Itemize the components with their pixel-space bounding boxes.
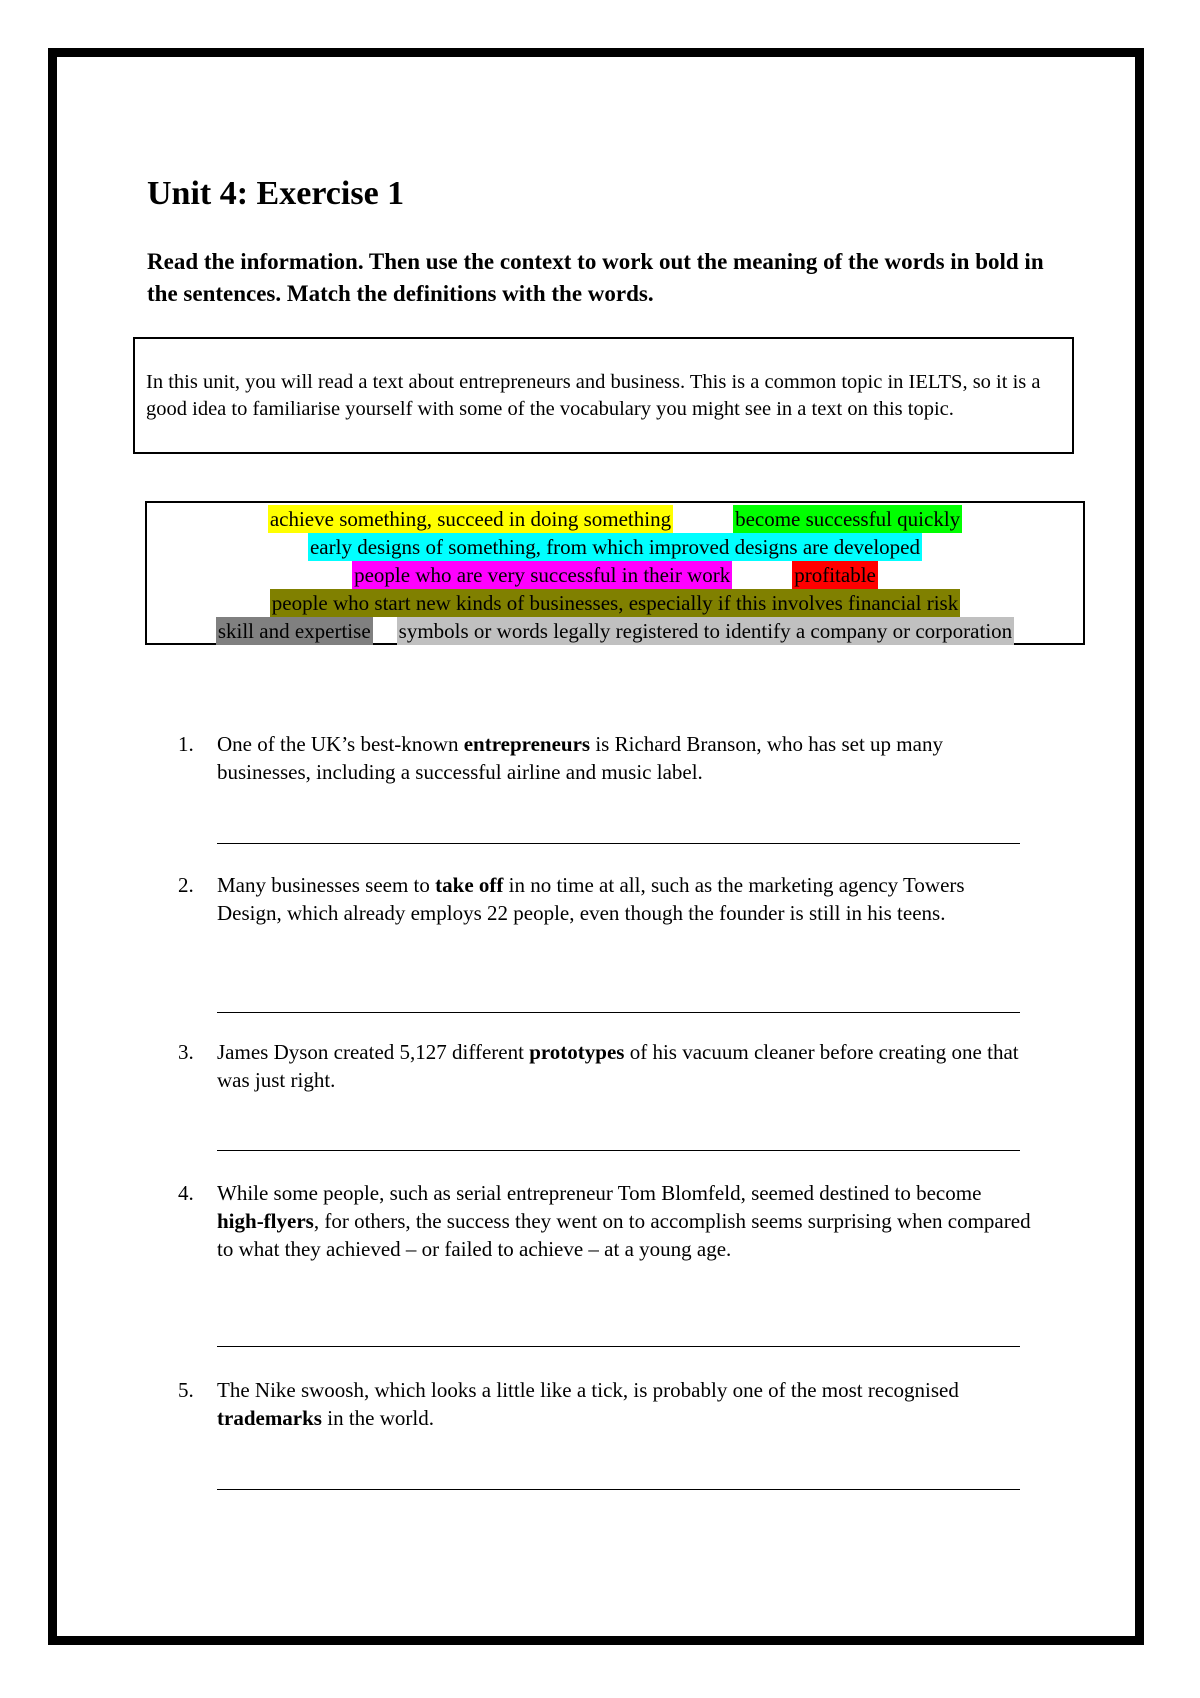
key-word: entrepreneurs [463, 732, 591, 756]
definition-high-flyers: people who are very successful in their work [354, 563, 731, 587]
definition-row [147, 561, 1083, 589]
definition-trademarks: symbols or words legally registered to identify a company or corporation [398, 619, 1013, 643]
key-word: take off [435, 873, 504, 897]
definition-row [147, 505, 1083, 533]
definition-prototypes: early designs of something, from which improved designs are developed [309, 535, 920, 559]
definition-row [147, 533, 1083, 561]
answer-line[interactable] [217, 843, 1020, 844]
key-word: prototypes [529, 1040, 625, 1064]
definition-row [147, 589, 1083, 617]
question-number: 3. [178, 1040, 194, 1064]
answer-line[interactable] [217, 1150, 1020, 1151]
instructions: Read the information. Then use the context to work out the meaning of the words in bold in the sentences. Match the definitions with the words. [147, 249, 1044, 306]
key-word: trademarks [217, 1406, 322, 1430]
question-number: 1. [178, 732, 194, 756]
info-text: In this unit, you will read a text about entrepreneurs and business. This is a common topic in IELTS, so it is a good idea to familiarise yourself with some of the vocabulary you might see in a text on this topic. [146, 371, 1041, 420]
question-text: One of the UK’s best-known entrepreneurs is Richard Branson, who has set up many businesses, including a successful airline and music label. [217, 732, 943, 784]
definition-achieve: achieve something, succeed in doing something [269, 507, 672, 531]
question-text: While some people, such as serial entrepreneur Tom Blomfeld, seemed destined to become high-flyers, for others, the success they went on to accomplish seems surprising when compared to what they achieved – or failed to achieve – at a young age. [217, 1181, 1031, 1261]
question-number: 4. [178, 1181, 194, 1205]
definition-entrepreneurs: people who start new kinds of businesses, especially if this involves financial risk [271, 591, 959, 615]
definition-take-off: become successful quickly [735, 507, 961, 531]
definition-row [147, 617, 1083, 645]
question-number: 2. [178, 873, 194, 897]
key-word: high-flyers [217, 1209, 314, 1233]
answer-line[interactable] [217, 1012, 1020, 1013]
question-text: The Nike swoosh, which looks a little like a tick, is probably one of the most recognised trademarks in the world. [217, 1378, 959, 1430]
definition-profitable: profitable [794, 563, 876, 587]
definition-know-how: skill and expertise [217, 619, 371, 643]
answer-line[interactable] [217, 1346, 1020, 1347]
question-text: Many businesses seem to take off in no time at all, such as the marketing agency Towers Design, which already employs 22 people, even though the founder is still in his teens. [217, 873, 965, 925]
answer-line[interactable] [217, 1489, 1020, 1490]
info-box [133, 337, 1074, 454]
question-number: 5. [178, 1378, 194, 1402]
definitions-box [145, 501, 1085, 645]
page-title: Unit 4: Exercise 1 [147, 175, 405, 212]
question-text: James Dyson created 5,127 different prototypes of his vacuum cleaner before creating one that was just right. [217, 1040, 1019, 1092]
